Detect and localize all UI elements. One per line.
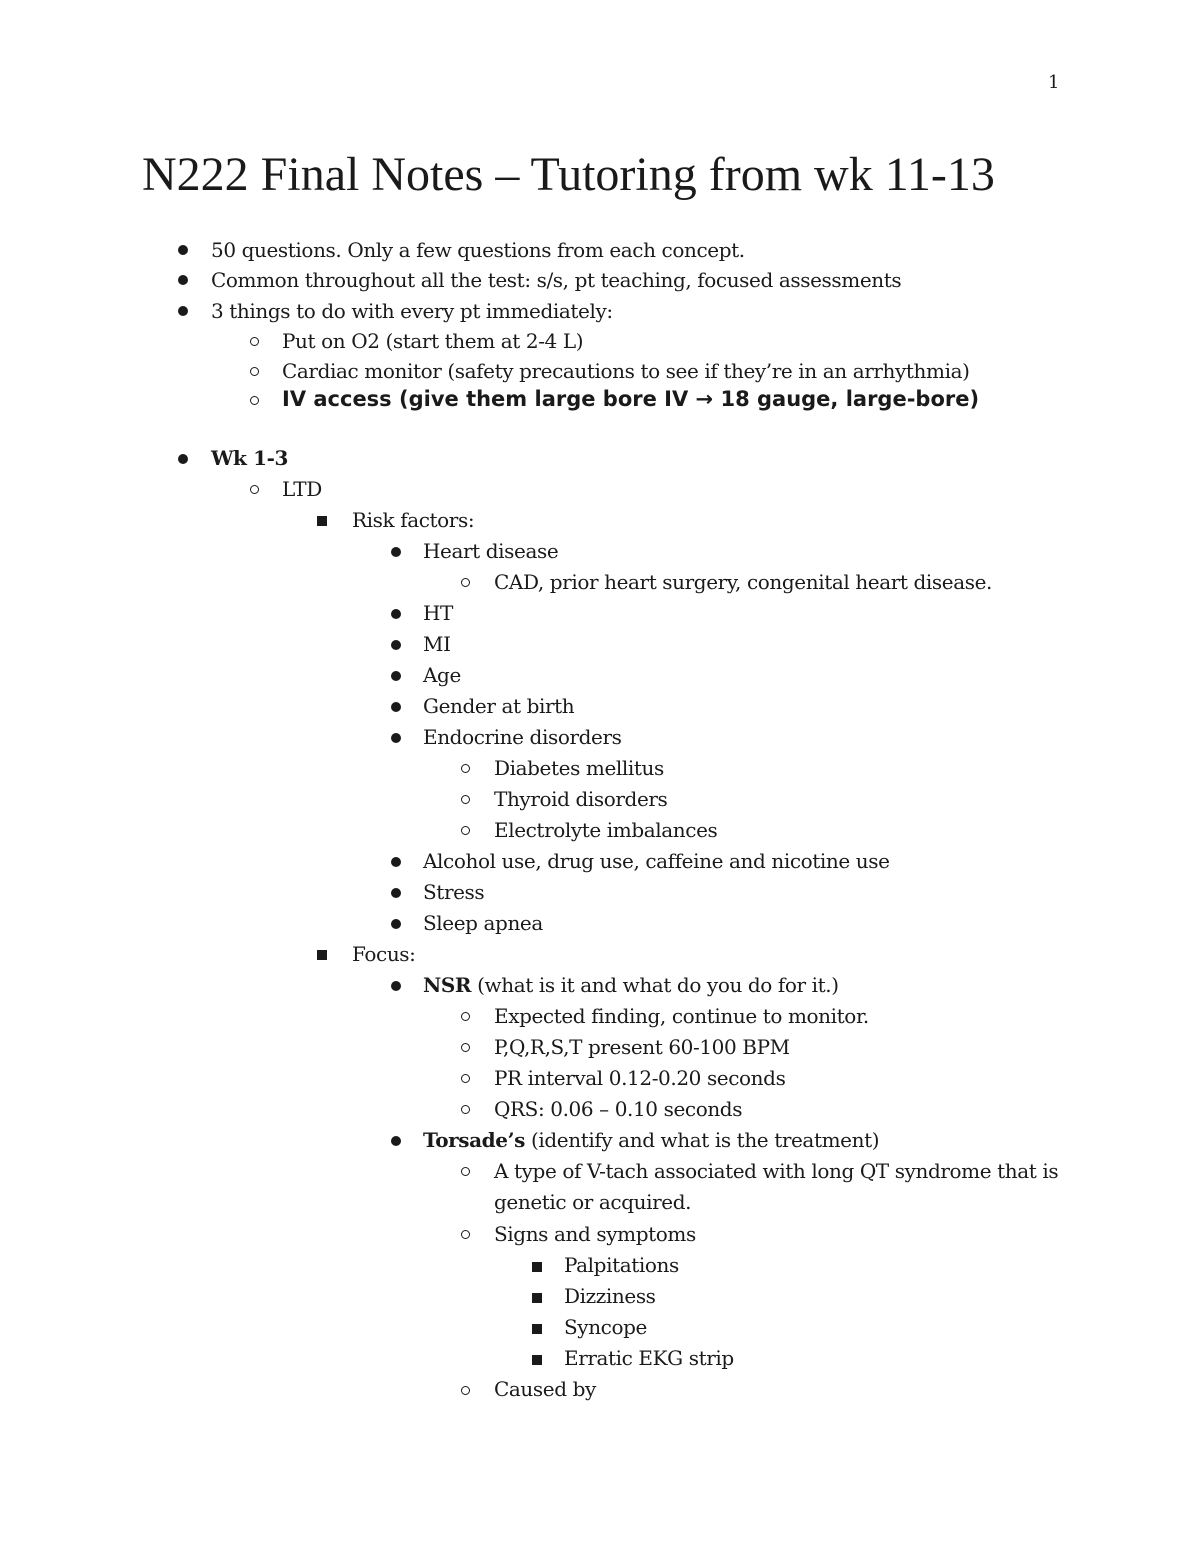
bullet-disc-icon <box>391 888 401 898</box>
list-item: Focus: <box>352 942 416 966</box>
list-item: HT <box>423 601 453 625</box>
list-item: Endocrine disorders <box>423 725 622 749</box>
bullet-circle-icon <box>250 367 259 376</box>
list-item: 3 things to do with every pt immediately: <box>211 299 613 323</box>
bullet-circle-icon <box>461 1074 470 1083</box>
list-item: Heart disease <box>423 539 559 563</box>
bullet-circle-icon <box>461 1167 470 1176</box>
bullet-disc-icon <box>391 609 401 619</box>
section-heading: Wk 1-3 <box>211 446 289 470</box>
list-item: Expected finding, continue to monitor. <box>494 1004 869 1028</box>
bullet-disc-icon <box>391 981 401 991</box>
bullet-disc-icon <box>391 547 401 557</box>
bullet-disc-icon <box>391 857 401 867</box>
list-item: IV access (give them large bore IV → 18 gauge, large-bore) <box>282 387 980 411</box>
bullet-disc-icon <box>391 733 401 743</box>
bullet-circle-icon <box>250 396 259 405</box>
bullet-circle-icon <box>461 1230 470 1239</box>
list-item: Risk factors: <box>352 508 475 532</box>
bullet-circle-icon <box>250 337 259 346</box>
page-number: 1 <box>1048 72 1060 93</box>
list-item: Torsade’s (identify and what is the treatment) <box>423 1128 880 1152</box>
list-item: Caused by <box>494 1377 596 1401</box>
list-item: CAD, prior heart surgery, congenital heart disease. <box>494 570 992 594</box>
bullet-square-icon <box>532 1262 542 1272</box>
list-item: Thyroid disorders <box>494 787 668 811</box>
list-item: Signs and symptoms <box>494 1222 696 1246</box>
list-item: Alcohol use, drug use, caffeine and nicotine use <box>423 849 890 873</box>
list-item: NSR (what is it and what do you do for it.) <box>423 973 839 997</box>
bullet-circle-icon <box>461 578 470 587</box>
bullet-disc-icon <box>178 245 188 255</box>
bullet-disc-icon <box>391 671 401 681</box>
list-item: Diabetes mellitus <box>494 756 664 780</box>
bullet-disc-icon <box>178 454 188 464</box>
list-item: Cardiac monitor (safety precautions to see if they’re in an arrhythmia) <box>282 359 970 383</box>
bullet-disc-icon <box>391 640 401 650</box>
list-item: Put on O2 (start them at 2-4 L) <box>282 329 584 353</box>
list-item: Erratic EKG strip <box>564 1346 734 1370</box>
list-item: Gender at birth <box>423 694 575 718</box>
bullet-circle-icon <box>461 826 470 835</box>
list-item: Palpitations <box>564 1253 679 1277</box>
bullet-circle-icon <box>250 485 259 494</box>
list-item: Electrolyte imbalances <box>494 818 718 842</box>
bullet-square-icon <box>532 1324 542 1334</box>
list-item: MI <box>423 632 451 656</box>
bullet-circle-icon <box>461 795 470 804</box>
list-item: Common throughout all the test: s/s, pt teaching, focused assessments <box>211 268 902 292</box>
bullet-disc-icon <box>391 1136 401 1146</box>
list-item: Age <box>423 663 461 687</box>
list-item: Sleep apnea <box>423 911 543 935</box>
bullet-square-icon <box>532 1355 542 1365</box>
list-item: 50 questions. Only a few questions from each concept. <box>211 238 745 262</box>
bullet-circle-icon <box>461 764 470 773</box>
list-item: Syncope <box>564 1315 647 1339</box>
bullet-square-icon <box>317 950 327 960</box>
bullet-disc-icon <box>178 306 188 316</box>
bullet-disc-icon <box>391 919 401 929</box>
bullet-circle-icon <box>461 1043 470 1052</box>
list-item: QRS: 0.06 – 0.10 seconds <box>494 1097 743 1121</box>
bullet-circle-icon <box>461 1012 470 1021</box>
list-item: A type of V-tach associated with long QT syndrome that is genetic or acquired. <box>494 1159 1059 1214</box>
list-item: Stress <box>423 880 485 904</box>
page-title: N222 Final Notes – Tutoring from wk 11-13 <box>142 148 995 201</box>
bullet-circle-icon <box>461 1386 470 1395</box>
bullet-square-icon <box>532 1293 542 1303</box>
list-item: LTD <box>282 477 322 501</box>
list-item: P,Q,R,S,T present 60-100 BPM <box>494 1035 790 1059</box>
bullet-disc-icon <box>178 275 188 285</box>
list-item: PR interval 0.12-0.20 seconds <box>494 1066 786 1090</box>
bullet-circle-icon <box>461 1105 470 1114</box>
bullet-disc-icon <box>391 702 401 712</box>
bullet-square-icon <box>317 516 327 526</box>
list-item: Dizziness <box>564 1284 656 1308</box>
